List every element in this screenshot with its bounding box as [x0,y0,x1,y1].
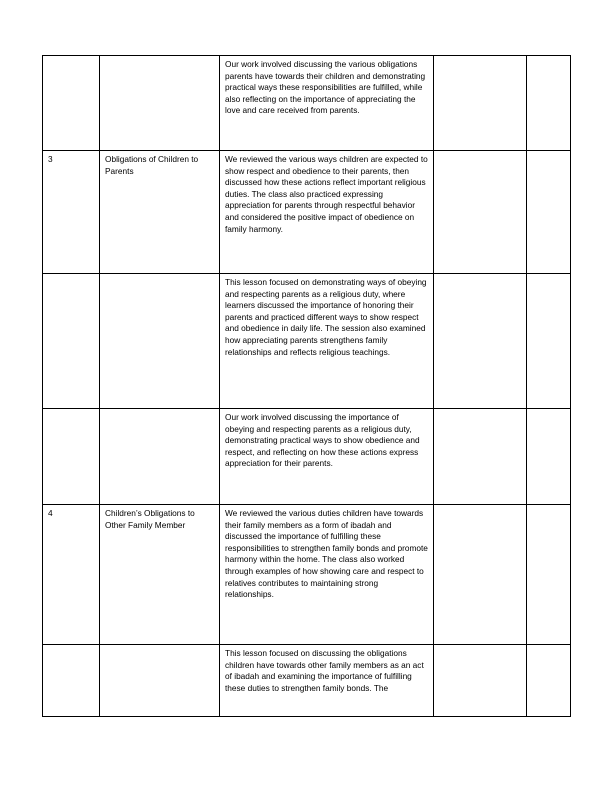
table-row [43,505,571,645]
empty-cell [434,409,527,505]
topic-cell [100,409,220,505]
topic-cell [100,56,220,151]
week-cell [43,409,100,505]
description-cell: We reviewed the various duties children have towards their family members as a form of ibadah and discussed the importance of fulfilling these responsibilities to strengthen family bonds and promote harmony within the home. The class also worked through examples of how showing care and respect to relatives contributes to maintaining strong relationships. [220,505,434,645]
topic-cell [100,274,220,409]
empty-cell [434,56,527,151]
topic-cell [100,645,220,717]
topic-cell: Children’s Obligations to Other Family Member [100,505,220,645]
table-row [43,409,571,505]
empty-cell [527,409,571,505]
table-row [43,274,571,409]
empty-cell [434,151,527,274]
empty-cell [527,151,571,274]
description-cell: Our work involved discussing the various obligations parents have towards their children and demonstrating practical ways these responsibilities are fulfilled, while also reflecting on the importance of appreciating the love and care received from parents. [220,56,434,151]
topic-cell: Obligations of Children to Parents [100,151,220,274]
empty-cell [527,645,571,717]
empty-cell [527,274,571,409]
description-cell: This lesson focused on discussing the obligations children have towards other family members as an act of ibadah and examining the importance of fulfilling these duties to strengthen family bonds. The [220,645,434,717]
empty-cell [527,505,571,645]
empty-cell [434,505,527,645]
table-row [43,56,571,151]
table-row [43,151,571,274]
week-cell [43,645,100,717]
empty-cell [434,645,527,717]
week-cell: 4 [43,505,100,645]
empty-cell [527,56,571,151]
table-row [43,645,571,717]
description-cell: This lesson focused on demonstrating ways of obeying and respecting parents as a religious duty, where learners discussed the importance of honoring their parents and practiced different ways to show respect and obedience in daily life. The session also examined how appreciating parents strengthens family relationships and reflects religious teachings. [220,274,434,409]
description-cell: We reviewed the various ways children are expected to show respect and obedience to their parents, then discussed how these actions reflect important religious duties. The class also practiced expressing appreciation for parents through respectful behavior and considered the positive impact of obedience on family harmony. [220,151,434,274]
empty-cell [434,274,527,409]
week-cell [43,274,100,409]
lesson-log-table [42,55,571,717]
week-cell [43,56,100,151]
week-cell: 3 [43,151,100,274]
description-cell: Our work involved discussing the importance of obeying and respecting parents as a religious duty, demonstrating practical ways to show obedience and respect, and reflecting on how these actions express appreciation for their parents. [220,409,434,505]
